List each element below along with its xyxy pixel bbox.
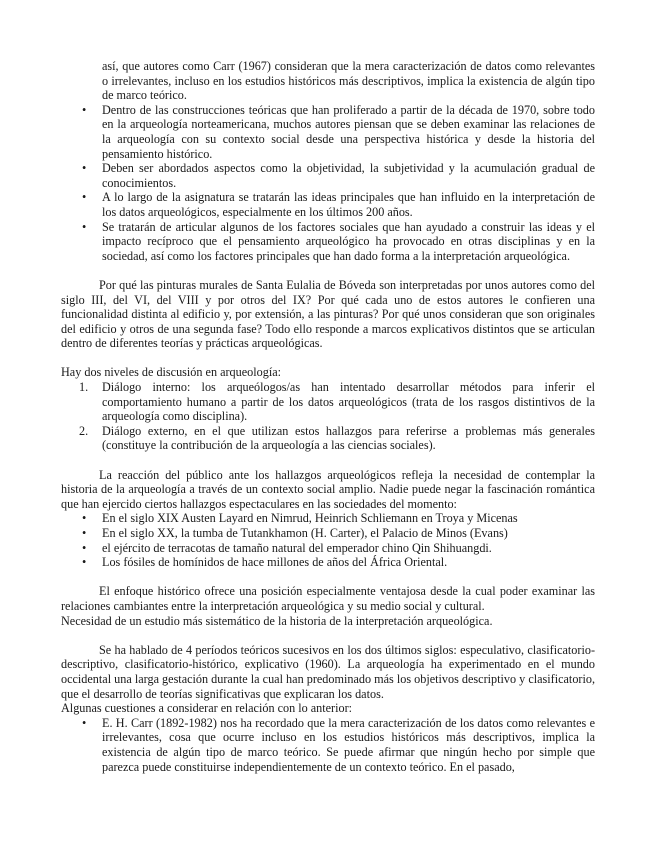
item-number: 2. [79, 423, 89, 438]
item-number: 1. [79, 380, 89, 395]
list-item: 2. Diálogo externo, en el que utilizan estos hallazgos para referirse a problemas más generales (constituye la contribución de la arqueología a las ciencias sociales). [79, 423, 595, 453]
intro-continuation: así, que autores como Carr (1967) consideran que la mera caracterización de datos como relevantes o irrelevantes, incluso en los estudios históricos más descriptivos, implica la existencia de algún tipo de marco teórico. [102, 59, 595, 103]
spacer [61, 570, 595, 585]
spacer [61, 263, 595, 278]
cuestiones-bullet-list [61, 716, 595, 774]
list-item: • En el siglo XIX Austen Layard en Nimrud, Heinrich Schliemann en Troya y Micenas [82, 511, 518, 526]
hallazgos-bullet-list [61, 511, 595, 569]
bullet-icon: • [82, 190, 87, 205]
bullet-icon: • [82, 715, 87, 730]
niveles-intro: Hay dos niveles de discusión en arqueología: [61, 365, 281, 380]
bullet-icon: • [82, 526, 87, 540]
paragraph-reaccion: La reacción del público ante los hallazgos arqueológicos refleja la necesidad de contemplar la historia de la arqueología a través de un contexto social amplio. Nadie puede negar la fascinación romántica que han ejercido ciertos hallazgos espectaculares en las sociedades del momento: [61, 467, 595, 511]
bullet-icon: • [82, 540, 87, 555]
bullet-icon: • [82, 161, 87, 176]
list-item: • Los fósiles de homínidos de hace millones de años del África Oriental. [82, 555, 448, 570]
paragraph-periodos: Se ha hablado de 4 períodos teóricos sucesivos en los dos últimos siglos: especulativo, clasificatorio-descriptivo, clasificatorio-histórico, explicativo (1960). La arqueología ha experimentado en el mundo occidental una larga gestación durante la cual han predominado más los objetivos descriptivo y clasificatorio, que el desarrollo de teorías significativas que explicaran los datos. [61, 642, 595, 701]
document-page [61, 59, 595, 774]
list-item: • Deben ser abordados aspectos como la objetividad, la subjetividad y la acumulación gradual de conocimientos. [82, 161, 595, 190]
bullet-icon: • [82, 102, 87, 117]
list-item: • E. H. Carr (1892-1982) nos ha recordado que la mera caracterización de los datos como relevantes e irrelevantes, cosa que ocurre incluso en los estudios históricos más descriptivos, implica la existencia de algún tipo de marco teórico. Se puede afirmar que ningún hecho por simple que parezca puede constituirse independientemente de un contexto teórico. En el pasado, [82, 715, 595, 774]
paragraph-pinturas: Por qué las pinturas murales de Santa Eulalia de Bóveda son interpretadas por unos autores como del siglo III, del VI, del VIII y por otros del IX? Por qué cada uno de estos autores le confieren una funcionalidad distinta al edificio y, por extensión, a las pinturas? Por qué unos consideran que son originales del edificio y otros de una segunda fase? Todo ello responde a marcos explicativos distintos que se articulan dentro de diferentes teorías y prácticas arqueológicas. [61, 277, 595, 351]
list-item: 1. Diálogo interno: los arqueólogos/as han intentado desarrollar métodos para inferir el comportamiento humano a partir de los datos arqueológicos (trata de los rasgos distintivos de la arqueología como disciplina). [79, 380, 595, 424]
spacer [61, 628, 595, 643]
spacer [61, 351, 595, 366]
bullet-icon: • [82, 555, 87, 570]
line-cuestiones: Algunas cuestiones a considerar en relación con lo anterior: [61, 701, 353, 716]
niveles-list [61, 380, 595, 453]
list-item: • Dentro de las construcciones teóricas que han proliferado a partir de la década de 1970, sobre todo en la arqueología norteamericana, muchos autores piensan que se deben examinar las relaciones de la arqueología con su contexto social desde una perspectiva histórica y desde la historia del pensamiento histórico. [82, 102, 595, 161]
list-item: • el ejército de terracotas de tamaño natural del emperador chino Qin Shihuangdi. [82, 540, 492, 555]
theory-bullet-list [61, 103, 595, 264]
list-item: • En el siglo XX, la tumba de Tutankhamon (H. Carter), el Palacio de Minos (Evans) [82, 526, 508, 540]
paragraph-enfoque: El enfoque histórico ofrece una posición especialmente ventajosa desde la cual poder examinar las relaciones cambiantes entre la interpretación arqueológica y su medio social y cultural. [61, 584, 595, 613]
spacer [61, 453, 595, 468]
list-item: • A lo largo de la asignatura se tratarán las ideas principales que han influido en la interpretación de los datos arqueológicos, especialmente en los últimos 200 años. [82, 190, 595, 219]
bullet-icon: • [82, 219, 87, 234]
line-necesidad: Necesidad de un estudio más sistemático de la historia de la interpretación arqueológica. [61, 613, 493, 628]
bullet-icon: • [82, 511, 87, 526]
list-item: • Se tratarán de articular algunos de los factores sociales que han ayudado a construir las ideas y el impacto recíproco que el pensamiento arqueológico ha provocado en otras disciplinas y en la sociedad, así como los factores principales que han dado forma a la interpretación arqueológica. [82, 219, 595, 263]
